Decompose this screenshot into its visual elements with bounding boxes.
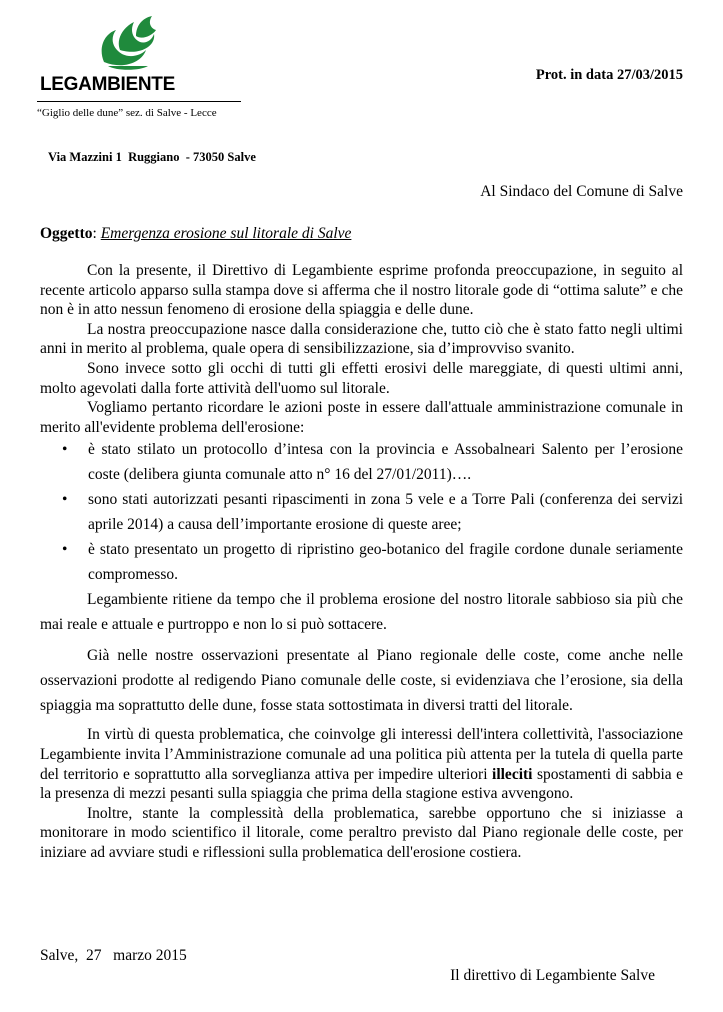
paragraph: Vogliamo pertanto ricordare le azioni poste in essere dall'attuale amministrazione comunale in merito all'evidente problema dell'erosione: — [40, 399, 683, 436]
subject-text: Emergenza erosione sul litorale di Salve — [100, 225, 352, 242]
bullet: • — [62, 541, 68, 559]
address: Via Mazzini 1 Ruggiano - 73050 Salve — [48, 150, 256, 164]
bullet: • — [62, 441, 68, 459]
list-item — [40, 437, 683, 487]
subject-label: Oggetto — [40, 225, 93, 242]
list-item-text: è stato stilato un protocollo d’intesa con la provincia e Assobalneari Salento per l’erosione coste (delibera giunta comunale atto n° 16 del 27/01/2011)…. — [88, 441, 683, 484]
paragraph: Con la presente, il Direttivo di Legambiente esprime profonda preoccupazione, in seguito al recente articolo apparso sulla stampa dove si afferma che il nostro litorale gode di “ottima salute” e che non è in atto nessun fenomeno di erosione della spiaggia e delle dune. — [40, 262, 683, 319]
subject-line — [40, 225, 351, 243]
list-item — [40, 487, 683, 537]
paragraph-text: spostamenti di sabbia e la presenza di mezzi pesanti sulla spiaggia che prima della stagione estiva avvengono. — [40, 765, 683, 803]
paragraph-illeciti — [40, 725, 683, 803]
logo-divider — [37, 101, 241, 102]
paragraph: La nostra preoccupazione nasce dalla considerazione che, tutto ciò che è stato fatto negli ultimi anni in merito al problema, quale opera di sensibilizzazione, sia d’improvviso svanito. — [40, 320, 683, 358]
actions-list — [40, 437, 683, 587]
paragraph: Inoltre, stante la complessità della problematica, sarebbe opportuno che si iniziasse a monitorare in modo scientifico il litorale, come peraltro previsto dal Piano regionale delle coste, per iniziare ad avviare studi e riflessioni sulla problematica dell'erosione costiera. — [40, 804, 683, 861]
paragraph-text: In virtù di questa problematica, che coinvolge gli interessi dell'intera collettività, l'associazione Legambiente invita l’Amministrazione comunale ad una politica più attenta per la tutela di quella parte del territorio e soprattutto alla sorveglianza attiva per impedire ulteriori — [40, 726, 683, 783]
protocol-date: Prot. in data 27/03/2015 — [535, 67, 683, 83]
letter-body — [40, 261, 683, 863]
section-name: “Giglio delle dune” sez. di Salve - Lecce — [37, 107, 217, 119]
paragraph: Legambiente ritiene da tempo che il problema erosione del nostro litorale sabbioso sia più che mai reale e attuale e purtroppo e non lo si può sottacere. — [40, 591, 683, 634]
legambiente-swan-logo-icon — [96, 14, 158, 72]
list-item-text: è stato presentato un progetto di ripristino geo-botanico del fragile cordone dunale seriamente compromesso. — [88, 541, 683, 584]
paragraph: Già nelle nostre osservazioni presentate al Piano regionale delle coste, come anche nelle osservazioni prodotte al redigendo Piano comunale delle coste, si evidenziava che l’erosione, sia della spiaggia ma soprattutto delle dune, fosse stata sottostimata in diversi tratti del litorale. — [40, 647, 683, 715]
paragraph: Sono invece sotto gli occhi di tutti gli effetti erosivi delle mareggiate, di questi ultimi anni, molto agevolati dalla forte attività dell'uomo sul litorale. — [40, 359, 683, 397]
list-item-text: sono stati autorizzati pesanti ripascimenti in zona 5 vele e a Torre Pali (conferenza dei servizi aprile 2014) a causa dell’importante erosione di queste aree; — [88, 491, 683, 534]
recipient: Al Sindaco del Comune di Salve — [480, 183, 683, 200]
subject-separator: : — [92, 225, 101, 242]
logo-wordmark: LEGAMBIENTE — [40, 74, 175, 95]
list-item — [40, 537, 683, 587]
closing-date: Salve, 27 marzo 2015 — [40, 947, 187, 964]
signature: Il direttivo di Legambiente Salve — [450, 967, 655, 984]
bullet: • — [62, 491, 68, 509]
bold-word: illeciti — [492, 765, 533, 783]
